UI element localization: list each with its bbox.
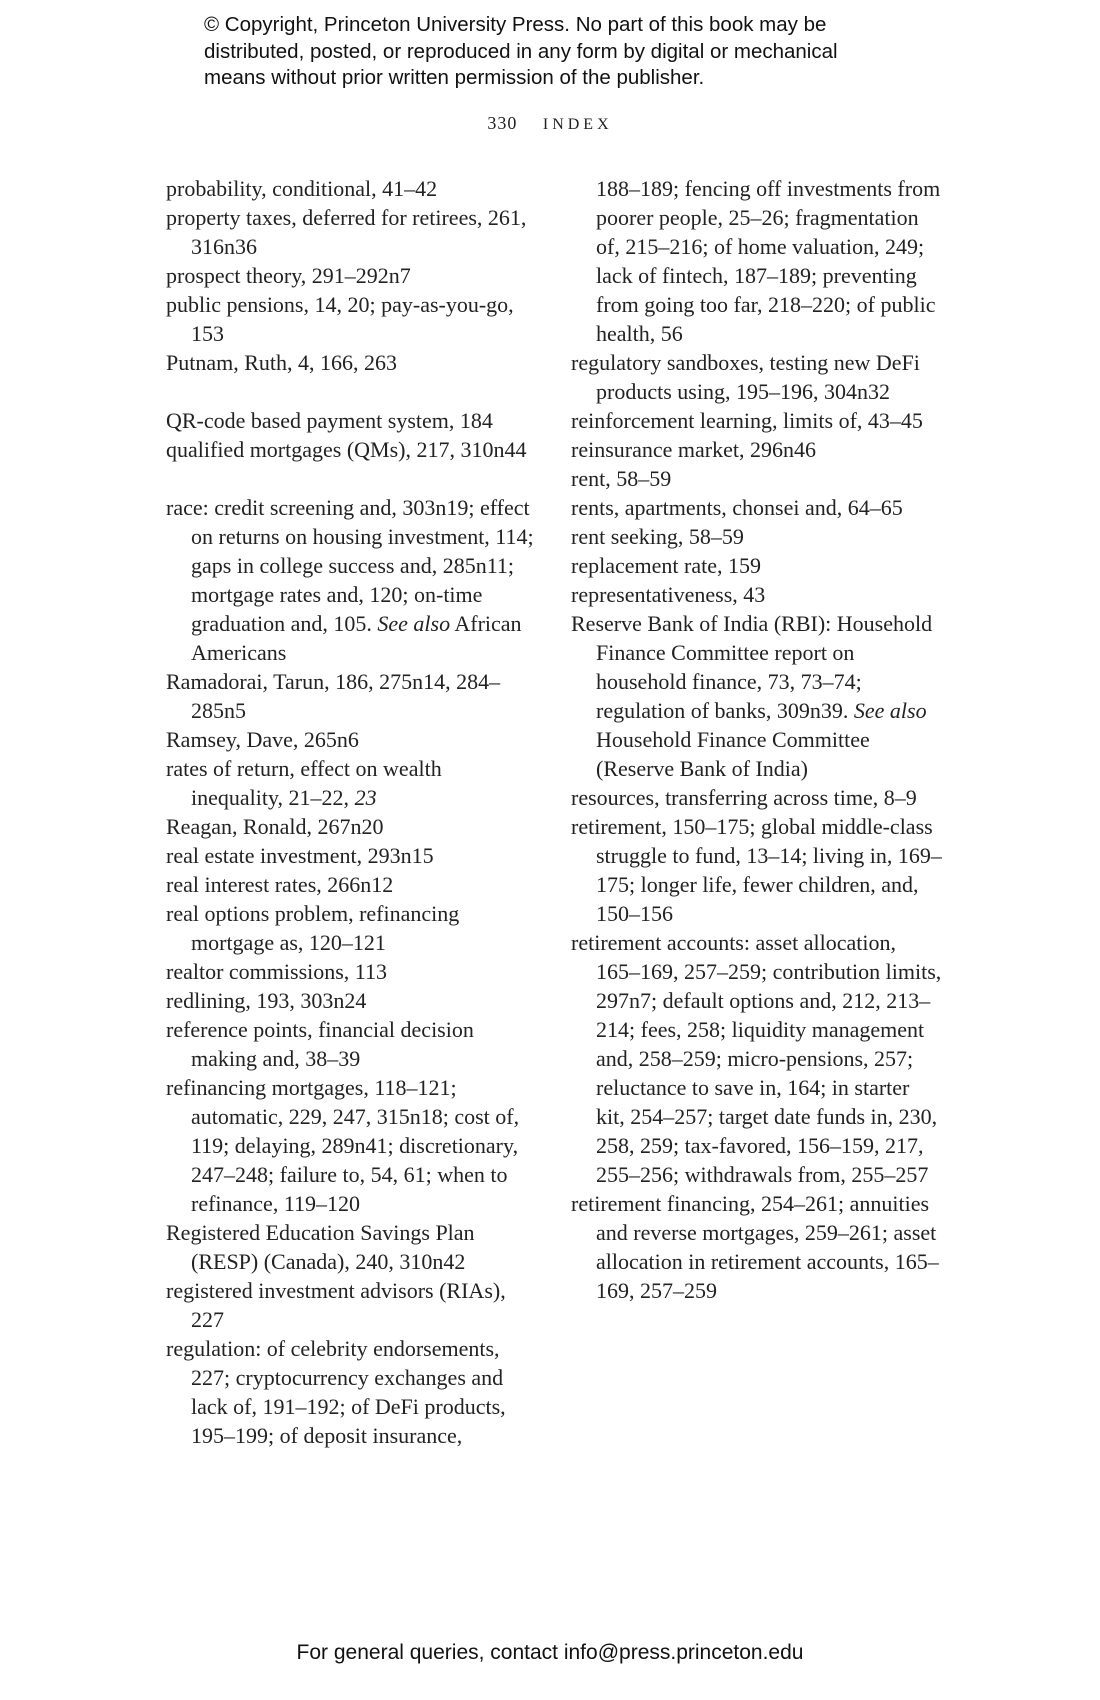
index-entry <box>166 754 536 812</box>
index-entry: property taxes, deferred for retirees, 261, 316n36 <box>166 205 527 259</box>
index-entry: rent seeking, 58–59 <box>571 524 744 549</box>
index-entry: real estate investment, 293n15 <box>166 843 434 868</box>
index-entry: resources, transferring across time, 8–9 <box>571 785 917 810</box>
index-entry: regulatory sandboxes, testing new DeFi products using, 195–196, 304n32 <box>571 350 920 404</box>
index-entry: real options problem, refinancing mortgage as, 120–121 <box>166 901 460 955</box>
index-entry: retirement financing, 254–261; annuities and reverse mortgages, 259–261; asset allocation in retirement accounts, 165–169, 257–259 <box>571 1191 939 1303</box>
copyright-notice: © Copyright, Princeton University Press. No part of this book may be distributed, posted, or reproduced in any form by digital or mechanical means without prior written permission of the publisher. <box>204 13 838 89</box>
index-entry: reference points, financial decision making and, 38–39 <box>166 1017 474 1071</box>
index-entry <box>571 609 943 783</box>
index-entry: representativeness, 43 <box>571 582 766 607</box>
footer-contact: For general queries, contact info@press.princeton.edu <box>296 1641 804 1664</box>
index-entry: realtor commissions, 113 <box>166 959 387 984</box>
index-entry: registered investment advisors (RIAs), 227 <box>166 1278 506 1332</box>
index-column-right <box>571 174 943 1305</box>
index-entry: Ramsey, Dave, 265n6 <box>166 727 359 752</box>
index-entry: rent, 58–59 <box>571 466 672 491</box>
index-entry <box>166 493 536 667</box>
index-entry: redlining, 193, 303n24 <box>166 988 367 1013</box>
index-entry: qualified mortgages (QMs), 217, 310n44 <box>166 437 527 462</box>
index-entry: QR-code based payment system, 184 <box>166 408 493 433</box>
entry-text: race: credit screening and, 303n19; effect on returns on housing investment, 114; gaps in college success and, 285n11; mortgage rates and, 120; on-time graduation and, 105. <box>166 495 534 636</box>
index-entry: prospect theory, 291–292n7 <box>166 263 411 288</box>
entry-text: Household Finance Committee (Reserve Bank of India) <box>596 727 870 781</box>
entry-text: rates of return, effect on wealth inequality, 21–22, <box>166 756 442 810</box>
index-entry: regulation: of celebrity endorsements, 227; cryptocurrency exchanges and lack of, 191–192; of DeFi products, 195–199; of deposit insurance, <box>166 1336 506 1448</box>
index-entry: reinforcement learning, limits of, 43–45 <box>571 408 923 433</box>
index-entry: reinsurance market, 296n46 <box>571 437 816 462</box>
letter-gap <box>166 464 536 493</box>
letter-gap <box>166 377 536 406</box>
index-entry: real interest rates, 266n12 <box>166 872 394 897</box>
entry-text: Reserve Bank of India (RBI): Household Finance Committee report on household finance, 73, 73–74; regulation of banks, 309n39. <box>571 611 933 723</box>
index-entry-continued: 188–189; fencing off investments from poorer people, 25–26; fragmentation of, 215–216; of home valuation, 249; lack of fintech, 187–189; preventing from going too far, 218–220; of public health, 56 <box>596 176 941 346</box>
index-entry: Registered Education Savings Plan (RESP) (Canada), 240, 310n42 <box>166 1220 475 1274</box>
index-entry: probability, conditional, 41–42 <box>166 176 438 201</box>
see-also: See also <box>853 698 927 723</box>
section-title: INDEX <box>542 116 613 133</box>
index-entry: Ramadorai, Tarun, 186, 275n14, 284–285n5 <box>166 669 501 723</box>
running-head <box>0 113 1100 134</box>
index-entry: rents, apartments, chonsei and, 64–65 <box>571 495 903 520</box>
page-number: 330 <box>487 113 518 133</box>
index-entry: public pensions, 14, 20; pay-as-you-go, 153 <box>166 292 514 346</box>
see-also: See also <box>377 611 451 636</box>
index-entry: replacement rate, 159 <box>571 553 761 578</box>
index-column-left <box>166 174 536 1450</box>
index-entry: Putnam, Ruth, 4, 166, 263 <box>166 350 398 375</box>
index-entry: refinancing mortgages, 118–121; automatic, 229, 247, 315n18; cost of, 119; delaying, 289n41; discretionary, 247–248; failure to, 54, 61; when to refinance, 119–120 <box>166 1075 520 1216</box>
entry-text: African Americans <box>191 611 522 665</box>
index-entry: retirement accounts: asset allocation, 165–169, 257–259; contribution limits, 297n7; default options and, 212, 213–214; fees, 258; liquidity management and, 258–259; micro-pensions, 257; reluctance to save in, 164; in starter kit, 254–257; target date funds in, 230, 258, 259; tax-favored, 156–159, 217, 255–256; withdrawals from, 255–257 <box>571 930 942 1187</box>
italic-page-ref: 23 <box>354 785 377 810</box>
index-entry: Reagan, Ronald, 267n20 <box>166 814 384 839</box>
index-entry: retirement, 150–175; global middle-class struggle to fund, 13–14; living in, 169–175; longer life, fewer children, and, 150–156 <box>571 814 942 926</box>
